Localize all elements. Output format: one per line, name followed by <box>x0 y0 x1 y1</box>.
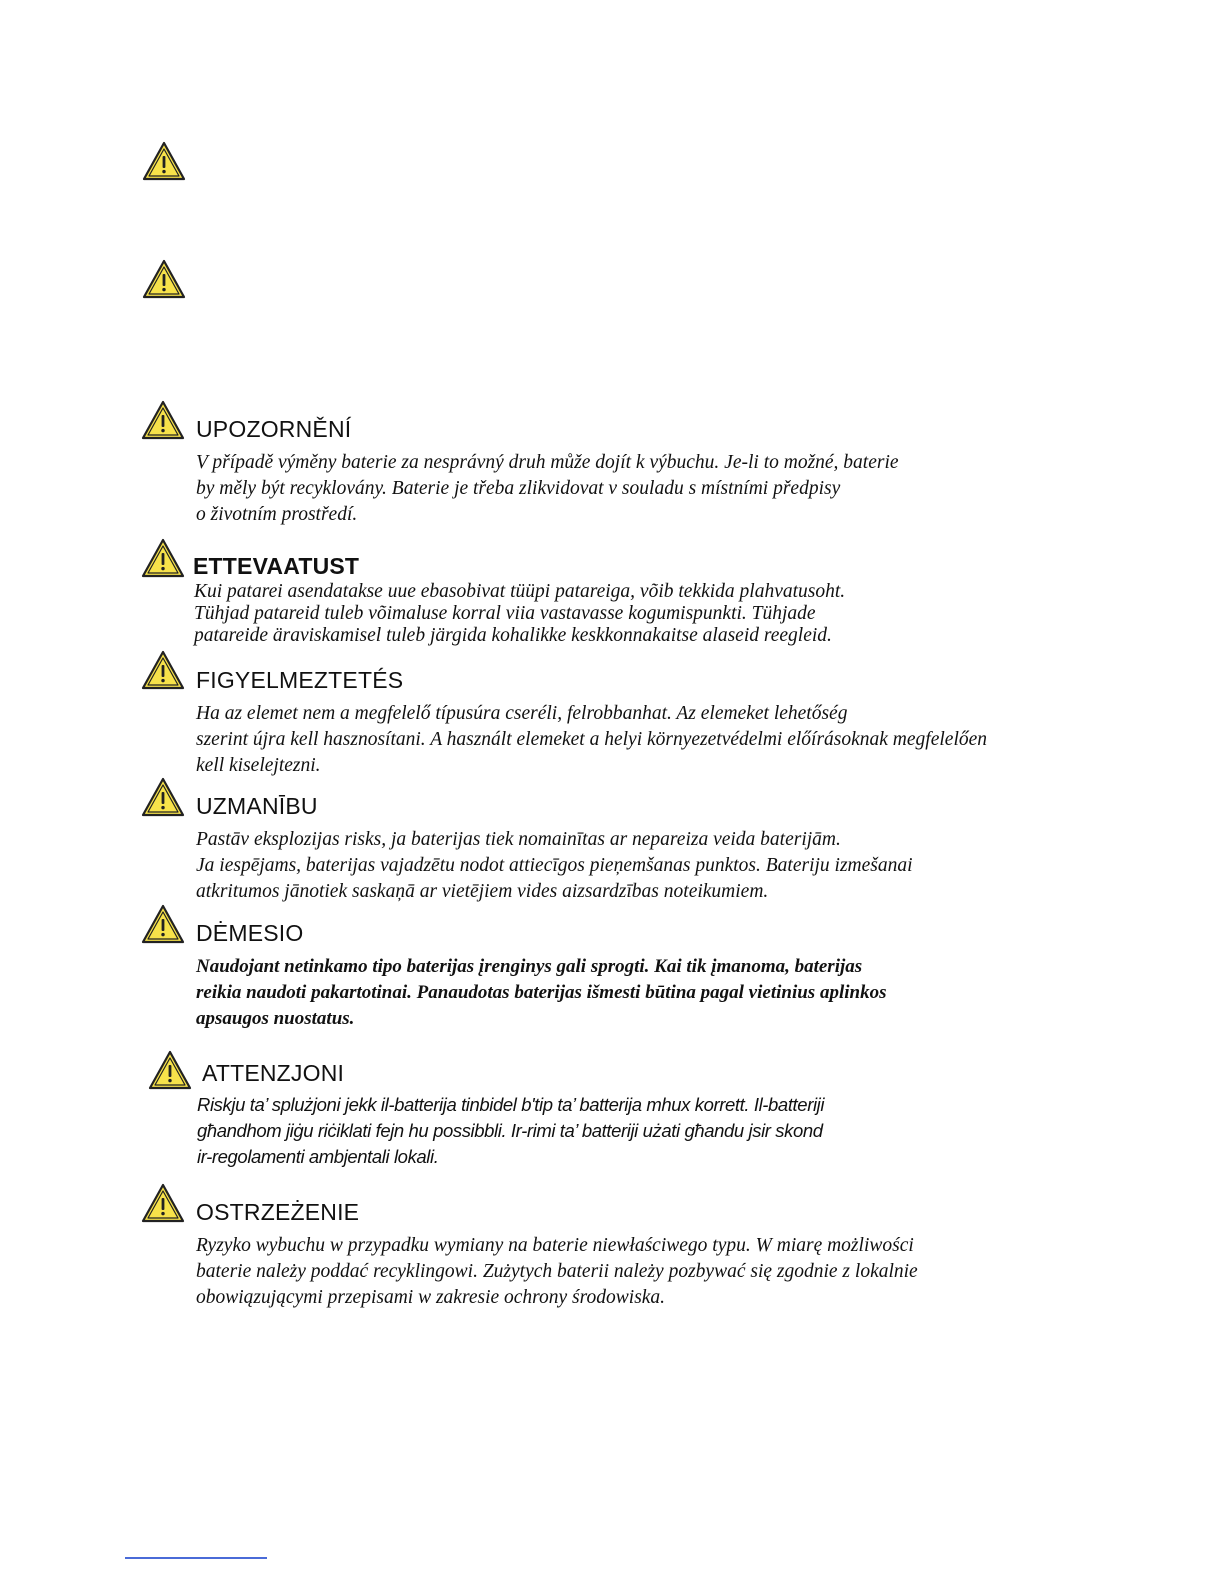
warning-triangle-icon <box>141 904 185 944</box>
warning-triangle-icon <box>142 141 186 181</box>
footer-divider <box>125 1557 267 1559</box>
section-title-lt: DĖMESIO <box>196 920 304 946</box>
section-title-mt: ATTENZJONI <box>202 1060 345 1086</box>
text-line: għandhom jiġu riċiklati fejn hu possibbli. Ir-rimi ta’ batteriji użati għandu jsir skond <box>197 1120 823 1141</box>
text-line: szerint újra kell hasznosítani. A használt elemeket a helyi környezetvédelmi előírásoknak megfelelően <box>196 729 988 750</box>
section-body-lv <box>196 827 913 905</box>
warning-triangle-icon <box>141 777 185 817</box>
warning-triangle-icon <box>142 259 186 299</box>
text-line: atkritumos jānotiek saskaņā ar vietējiem vides aizsardzības noteikumiem. <box>196 881 769 902</box>
section-body-hu <box>196 701 987 779</box>
text-line: Ja iespējams, baterijas vajadzētu nodot attiecīgos pieņemšanas punktos. Bateriju izmešanai <box>196 855 913 876</box>
text-line: Naudojant netinkamo tipo baterijas įrenginys gali sprogti. Kai tik įmanoma, baterijas <box>196 956 863 977</box>
text-line: Ryzyko wybuchu w przypadku wymiany na baterie niewłaściwego typu. W miarę możliwości <box>196 1235 914 1256</box>
warning-triangle-icon <box>141 650 185 690</box>
text-line: Pastāv eksplozijas risks, ja baterijas tiek nomainītas ar nepareiza veida baterijām. <box>196 829 841 850</box>
warning-triangle-icon <box>141 1183 185 1223</box>
text-line: patareide äraviskamisel tuleb järgida kohalikke keskkonnakaitse alaseid reegleid. <box>194 625 832 646</box>
text-line: reikia naudoti pakartotinai. Panaudotas baterijas išmesti būtina pagal vietinius aplinkos <box>196 982 887 1003</box>
text-line: Kui patarei asendatakse uue ebasobivat tüüpi patareiga, võib tekkida plahvatusoht. <box>194 581 846 602</box>
text-line: kell kiselejtezni. <box>196 755 321 776</box>
section-title-lv: UZMANĪBU <box>196 793 318 819</box>
warning-triangle-icon <box>141 538 185 578</box>
text-line: ir-regolamenti ambjentali lokali. <box>197 1146 439 1167</box>
section-body-cz <box>196 450 899 528</box>
section-title-pl: OSTRZEŻENIE <box>196 1199 360 1225</box>
text-line: baterie należy poddać recyklingowi. Zużytych baterii należy pozbywać się zgodnie z lokalnie <box>196 1261 918 1282</box>
warning-triangle-icon <box>141 400 185 440</box>
section-title-ee: ETTEVAATUST <box>193 553 360 579</box>
section-body-mt <box>197 1092 824 1170</box>
section-title-cz: UPOZORNĚNÍ <box>196 416 352 442</box>
section-title-hu: FIGYELMEZTETÉS <box>196 667 404 693</box>
text-line: apsaugos nuostatus. <box>196 1008 355 1029</box>
section-body-pl <box>196 1233 918 1311</box>
text-line: Tühjad patareid tuleb võimaluse korral viia vastavasse kogumispunkti. Tühjade <box>194 603 816 624</box>
section-body-lt <box>196 954 886 1032</box>
text-line: Riskju ta’ splużjoni jekk il-batterija tinbidel b'tip ta’ batterija mhux korrett. Il-batteriji <box>197 1094 825 1115</box>
warning-triangle-icon <box>148 1050 192 1090</box>
text-line: Ha az elemet nem a megfelelő típusúra cseréli, felrobbanhat. Az elemeket lehetőség <box>196 703 848 724</box>
section-body-ee <box>194 581 845 647</box>
text-line: V případě výměny baterie za nesprávný druh může dojít k výbuchu. Je-li to možné, baterie <box>196 452 899 473</box>
text-line: by měly být recyklovány. Baterie je třeba zlikvidovat v souladu s místními předpisy <box>196 478 841 499</box>
text-line: obowiązującymi przepisami w zakresie ochrony środowiska. <box>196 1287 666 1308</box>
text-line: o životním prostředí. <box>196 504 358 525</box>
